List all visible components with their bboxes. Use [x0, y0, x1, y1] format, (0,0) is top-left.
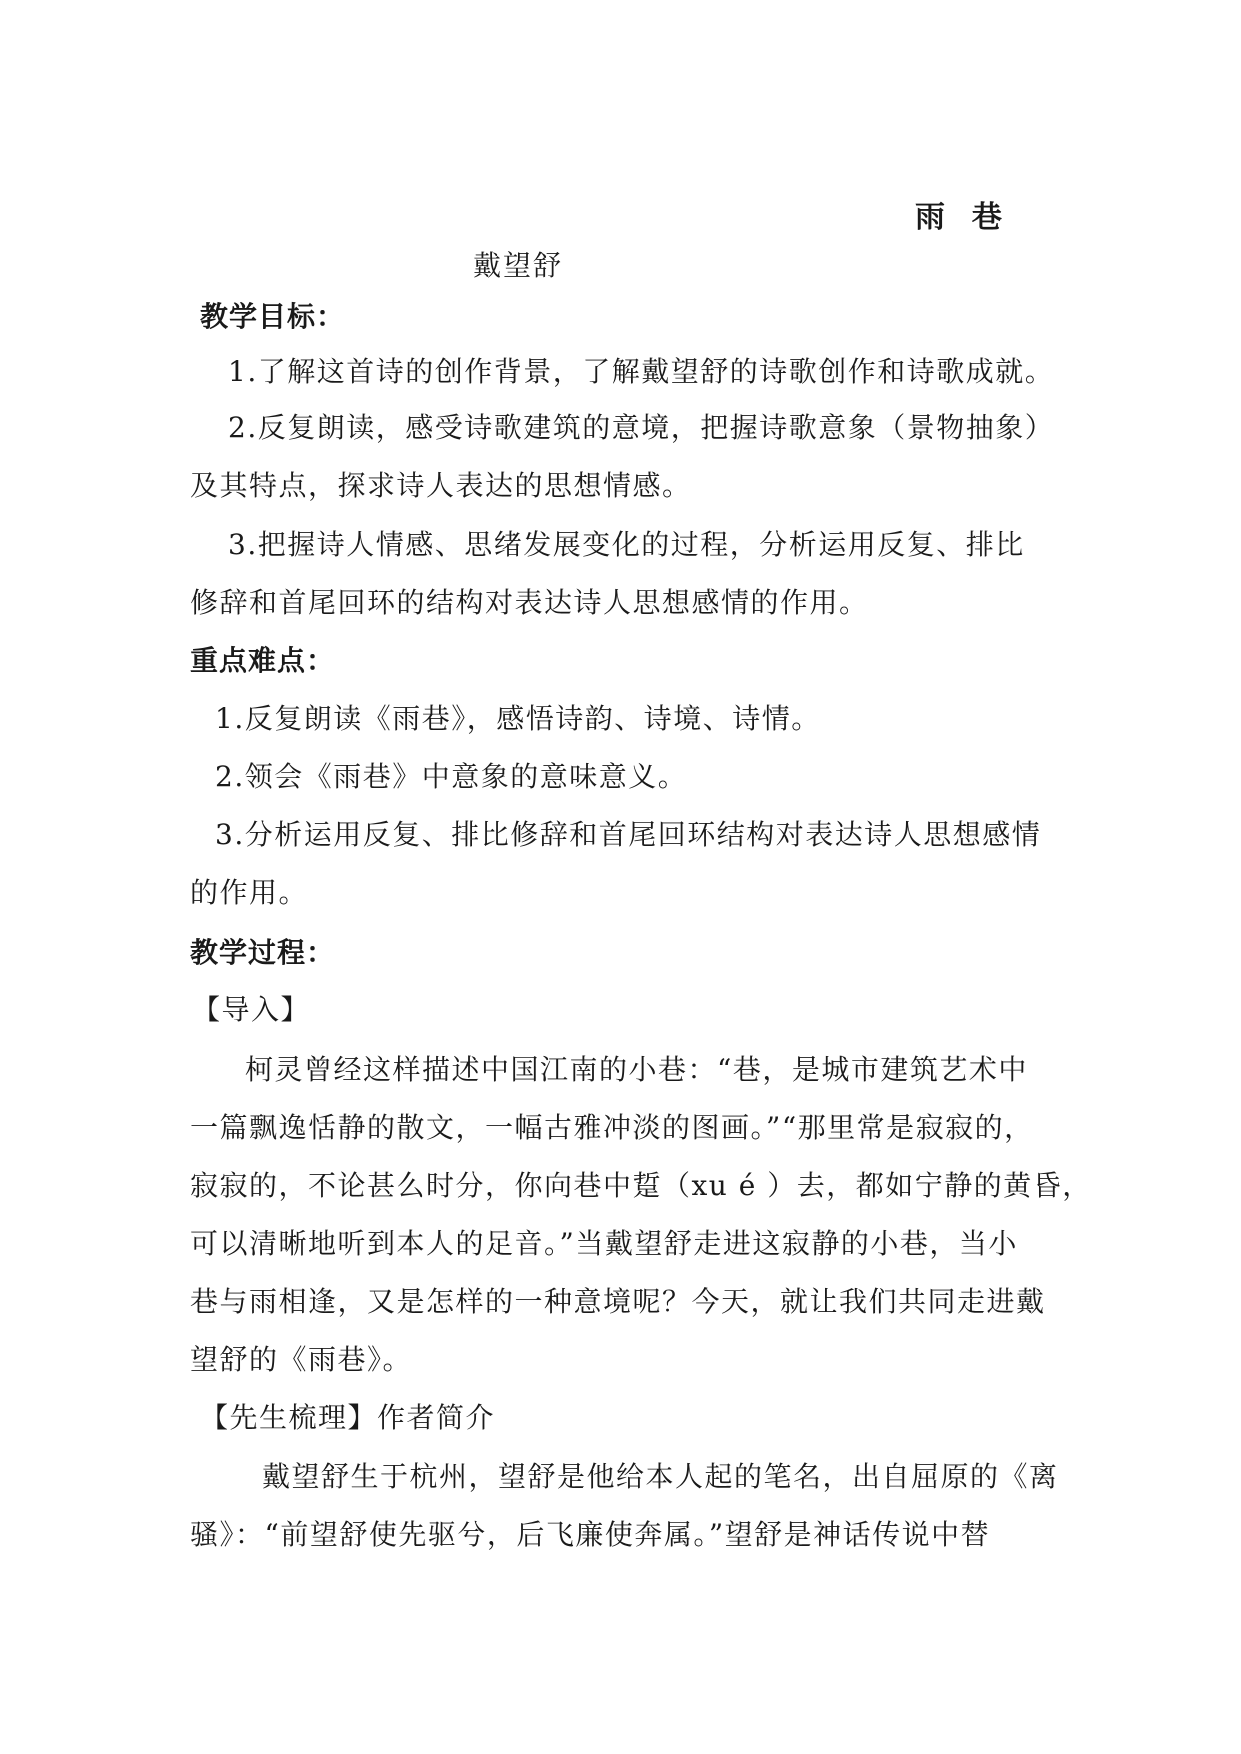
intro-line-6: 望舒的《雨巷》。 [190, 1343, 413, 1376]
key-point-line-3: 3.分析运用反复、排比修辞和首尾回环结构对表达诗人思想感情 [215, 818, 1042, 851]
key-point-line-2: 2.领会《雨巷》中意象的意味意义。 [215, 760, 688, 793]
bio-label: 【先生梳理】作者简介 [200, 1401, 496, 1434]
objective-line-1: 1.了解这首诗的创作背景，了解戴望舒的诗歌创作和诗歌成就。 [228, 355, 1055, 388]
key-point-line-1: 1.反复朗读《雨巷》，感悟诗韵、诗境、诗情。 [215, 702, 821, 735]
bio-line-1: 戴望舒生于杭州，望舒是他给本人起的笔名，出自屈原的《离 [262, 1460, 1059, 1493]
objective-line-4: 3.把握诗人情感、思绪发展变化的过程，分析运用反复、排比 [228, 528, 1025, 561]
process-heading: 教学过程： [190, 936, 336, 969]
bio-line-2: 骚》：“前望舒使先驱兮，后飞廉使奔属。”望舒是神话传说中替 [190, 1518, 991, 1551]
intro-line-5: 巷与雨相逢，又是怎样的一种意境呢？今天，就让我们共同走进戴 [190, 1285, 1046, 1318]
objective-line-5: 修辞和首尾回环的结构对表达诗人思想感情的作用。 [190, 586, 869, 619]
key-points-heading: 重点难点： [190, 644, 336, 677]
objectives-heading: 教学目标： [200, 300, 346, 333]
poem-author: 戴望舒 [473, 249, 564, 282]
intro-line-1: 柯灵曾经这样描述中国江南的小巷：“巷，是城市建筑艺术中 [245, 1053, 1028, 1086]
objective-line-2: 2.反复朗读，感受诗歌建筑的意境，把握诗歌意象（景物抽象） [228, 411, 1055, 444]
poem-title: 雨 巷 [915, 200, 1004, 235]
intro-line-2: 一篇飘逸恬静的散文，一幅古雅冲淡的图画。”“那里常是寂寂的， [190, 1111, 1034, 1144]
intro-line-4: 可以清晰地听到本人的足音。”当戴望舒走进这寂静的小巷，当小 [190, 1227, 1018, 1260]
objective-line-3: 及其特点，探求诗人表达的思想情感。 [190, 469, 692, 502]
key-point-line-4: 的作用。 [190, 876, 309, 909]
intro-line-3: 寂寂的，不论甚么时分，你向巷中踅（xu é ）去，都如宁静的黄昏， [190, 1169, 1092, 1202]
intro-label: 【导入】 [192, 993, 311, 1026]
